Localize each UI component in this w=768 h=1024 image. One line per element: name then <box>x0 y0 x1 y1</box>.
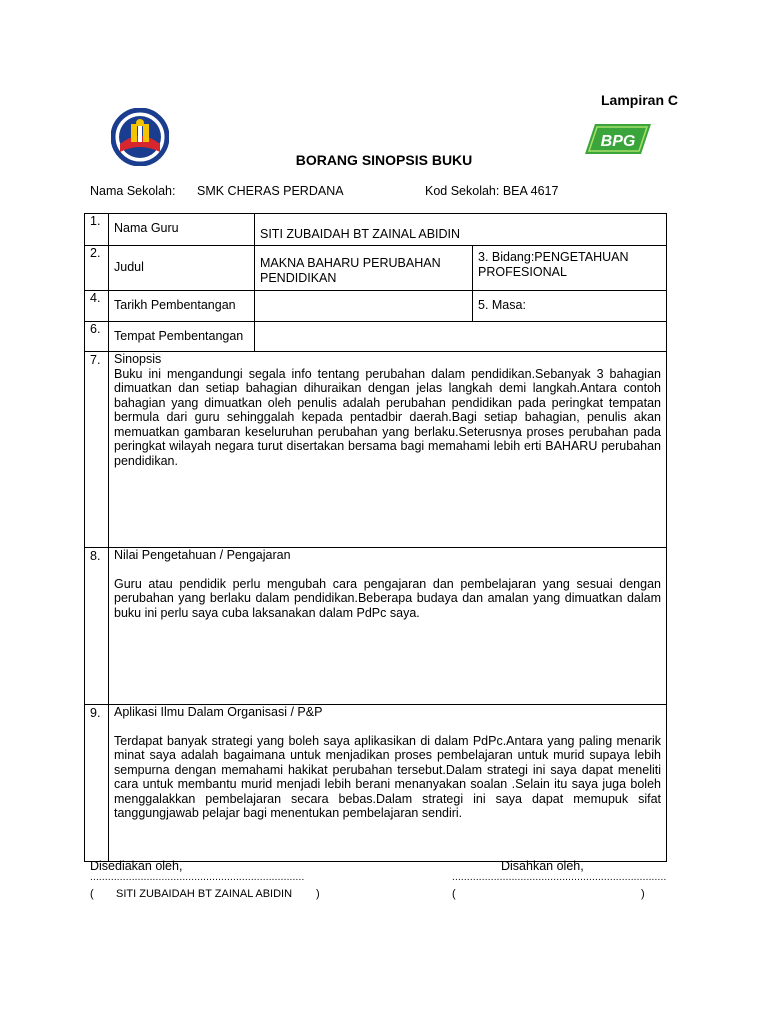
aplikasi-text: Terdapat banyak strategi yang boleh saya aplikasikan di dalam PdPc.Antara yang paling menarik minat saya adalah bagaimana untuk menjadikan proses pembelajaran untuk murid supaya lebih sempurna dengan memahami hakikat perubahan tersebut.Dalam strategi ini saya dapat meneliti cara untuk membantu murid menjadi lebih berani menanyakan soalan .Selain itu saya juga boleh menggalakkan pembelajaran secara bebas.Dalam strategi ini saya dapat memupuk sifat tanggungjawab pelajar bagi menentukan pembelajaran sendiri. <box>114 733 661 820</box>
paren-open: ( <box>452 888 456 900</box>
row-aplikasi <box>85 705 667 862</box>
bidang-field[interactable]: 3. Bidang:PENGETAHUAN PROFESIONAL <box>473 246 667 291</box>
row-label: Nama Guru <box>109 214 255 246</box>
lampiran-label: Lampiran C <box>601 92 679 108</box>
row-sinopsis <box>85 352 667 548</box>
nilai-text: Guru atau pendidik perlu mengubah cara pengajaran dan pembelajaran yang sesuai dengan perubahan yang berlaku dalam pendidikan.Beberapa budaya dan amalan yang dimuatkan dalam buku ini perlu saya cuba laksanakan dalam PdPc saya. <box>114 576 661 620</box>
row-label: Tempat Pembentangan <box>109 322 255 352</box>
form-title: BORANG SINOPSIS BUKU <box>295 152 473 168</box>
paren-close: ) <box>641 888 645 900</box>
paren-close: ) <box>316 888 320 900</box>
signature-line-left: ........................................................................ <box>90 872 305 883</box>
row-nama-guru <box>85 214 667 246</box>
row-judul <box>85 246 667 291</box>
row-number: 4. <box>85 291 109 322</box>
row-number: 9. <box>85 705 109 862</box>
sinopsis-text: Buku ini mengandungi segala info tentang perubahan dalam pendidikan.Sebanyak 3 bahagian dimuatkan dan setiap bahagian dihuraikan dengan jelas langkah demi langkah.Antara contoh bahagian yang dimuatkan oleh penulis adalah perubahan pendidikan pada peringkat tempatan bermula dari guru sehinggalah kepada pentadbir daerah.Bagi setiap bahagian, penulis akan memuatkan gambaran keseluruhan perubahan yang berlaku.Seterusnya proses perubahan pada peringkat wilayah negara turut disertakan bersama bagi memahami lebih erti BAHARU perubahan pendidikan. <box>114 366 661 468</box>
section-heading: Aplikasi Ilmu Dalam Organisasi / P&P <box>114 705 323 719</box>
row-number: 2. <box>85 246 109 291</box>
nama-guru-field[interactable]: SITI ZUBAIDAH BT ZAINAL ABIDIN <box>255 214 667 246</box>
judul-field[interactable]: MAKNA BAHARU PERUBAHAN PENDIDIKAN <box>255 246 473 291</box>
section-heading: Sinopsis <box>114 352 162 366</box>
tarikh-field[interactable] <box>255 291 473 322</box>
row-label: Tarikh Pembentangan <box>109 291 255 322</box>
prepared-by-label: Disediakan oleh, <box>90 859 183 873</box>
svg-text:BPG: BPG <box>600 133 636 150</box>
row-label: Judul <box>109 246 255 291</box>
approved-by-label: Disahkan oleh, <box>501 859 584 873</box>
paren-open: ( <box>90 888 94 900</box>
school-name-label: Nama Sekolah: <box>90 184 176 198</box>
row-tarikh <box>85 291 667 322</box>
signature-line-right: ........................................................................ <box>452 872 667 883</box>
prepared-by-name: SITI ZUBAIDAH BT ZAINAL ABIDIN <box>116 888 293 900</box>
row-number: 8. <box>85 548 109 705</box>
tempat-field[interactable] <box>255 322 667 352</box>
sinopsis-field[interactable] <box>109 352 667 548</box>
school-code: Kod Sekolah: BEA 4617 <box>425 184 559 198</box>
row-tempat <box>85 322 667 352</box>
nilai-field[interactable] <box>109 548 667 705</box>
aplikasi-field[interactable] <box>109 705 667 862</box>
row-number: 6. <box>85 322 109 352</box>
masa-field[interactable]: 5. Masa: <box>473 291 667 322</box>
school-name-value: SMK CHERAS PERDANA <box>197 184 344 198</box>
synopsis-form-table <box>84 213 667 862</box>
bpg-logo <box>585 122 651 156</box>
row-number: 1. <box>85 214 109 246</box>
row-number: 7. <box>85 352 109 548</box>
section-heading: Nilai Pengetahuan / Pengajaran <box>114 548 291 562</box>
row-nilai <box>85 548 667 705</box>
